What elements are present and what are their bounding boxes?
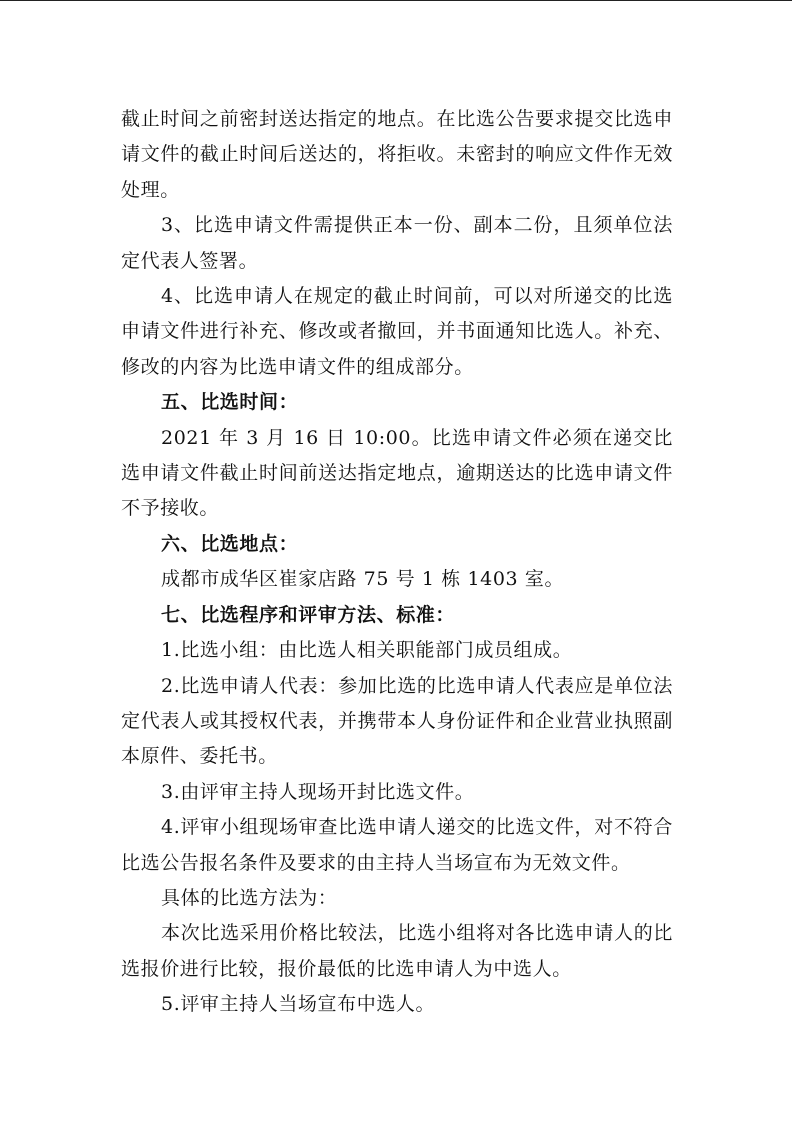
paragraph-procedure-3: 3.由评审主持人现场开封比选文件。 bbox=[161, 780, 475, 803]
paragraph-selection-time: 2021 年 3 月 16 日 10:00。比选申请文件必须在递交比选申请文件截止时间前送达指定地点，逾期送达的比选申请文件不予接收。 bbox=[121, 426, 673, 520]
paragraph-item-3-copies: 3、比选申请文件需提供正本一份、副本二份，且须单位法定代表人签署。 bbox=[121, 214, 673, 272]
document-body bbox=[121, 102, 673, 1023]
paragraph-method-detail: 本次比选采用价格比较法，比选小组将对各比选申请人的比选报价进行比较，报价最低的比选申请人为中选人。 bbox=[121, 922, 673, 980]
paragraph-selection-location: 成都市成华区崔家店路 75 号 1 栋 1403 室。 bbox=[161, 568, 565, 591]
paragraph-item-4-modification: 4、比选申请人在规定的截止时间前，可以对所递交的比选申请文件进行补充、修改或者撤回，并书面通知比选人。补充、修改的内容为比选申请文件的组成部分。 bbox=[121, 285, 673, 378]
paragraph-method-intro: 具体的比选方法为： bbox=[161, 886, 338, 909]
top-border-line bbox=[0, 0, 792, 1]
paragraph-procedure-2: 2.比选申请人代表：参加比选的比选申请人代表应是单位法定代表人或其授权代表，并携带本人身份证件和企业营业执照副本原件、委托书。 bbox=[121, 674, 673, 768]
paragraph-procedure-5: 5.评审主持人当场宣布中选人。 bbox=[161, 993, 436, 1016]
section-heading-location: 六、比选地点： bbox=[161, 532, 299, 555]
section-heading-procedure: 七、比选程序和评审方法、标准： bbox=[161, 603, 456, 626]
paragraph-procedure-1: 1.比选小组：由比选人相关职能部门成员组成。 bbox=[161, 639, 573, 662]
section-heading-time: 五、比选时间： bbox=[161, 391, 299, 414]
paragraph-procedure-4: 4.评审小组现场审查比选申请人递交的比选文件，对不符合比选公告报名条件及要求的由主持人当场宣布为无效文件。 bbox=[121, 816, 673, 874]
paragraph-submission-deadline: 截止时间之前密封送达指定的地点。在比选公告要求提交比选申请文件的截止时间后送达的，将拒收。未密封的响应文件作无效处理。 bbox=[121, 108, 673, 201]
